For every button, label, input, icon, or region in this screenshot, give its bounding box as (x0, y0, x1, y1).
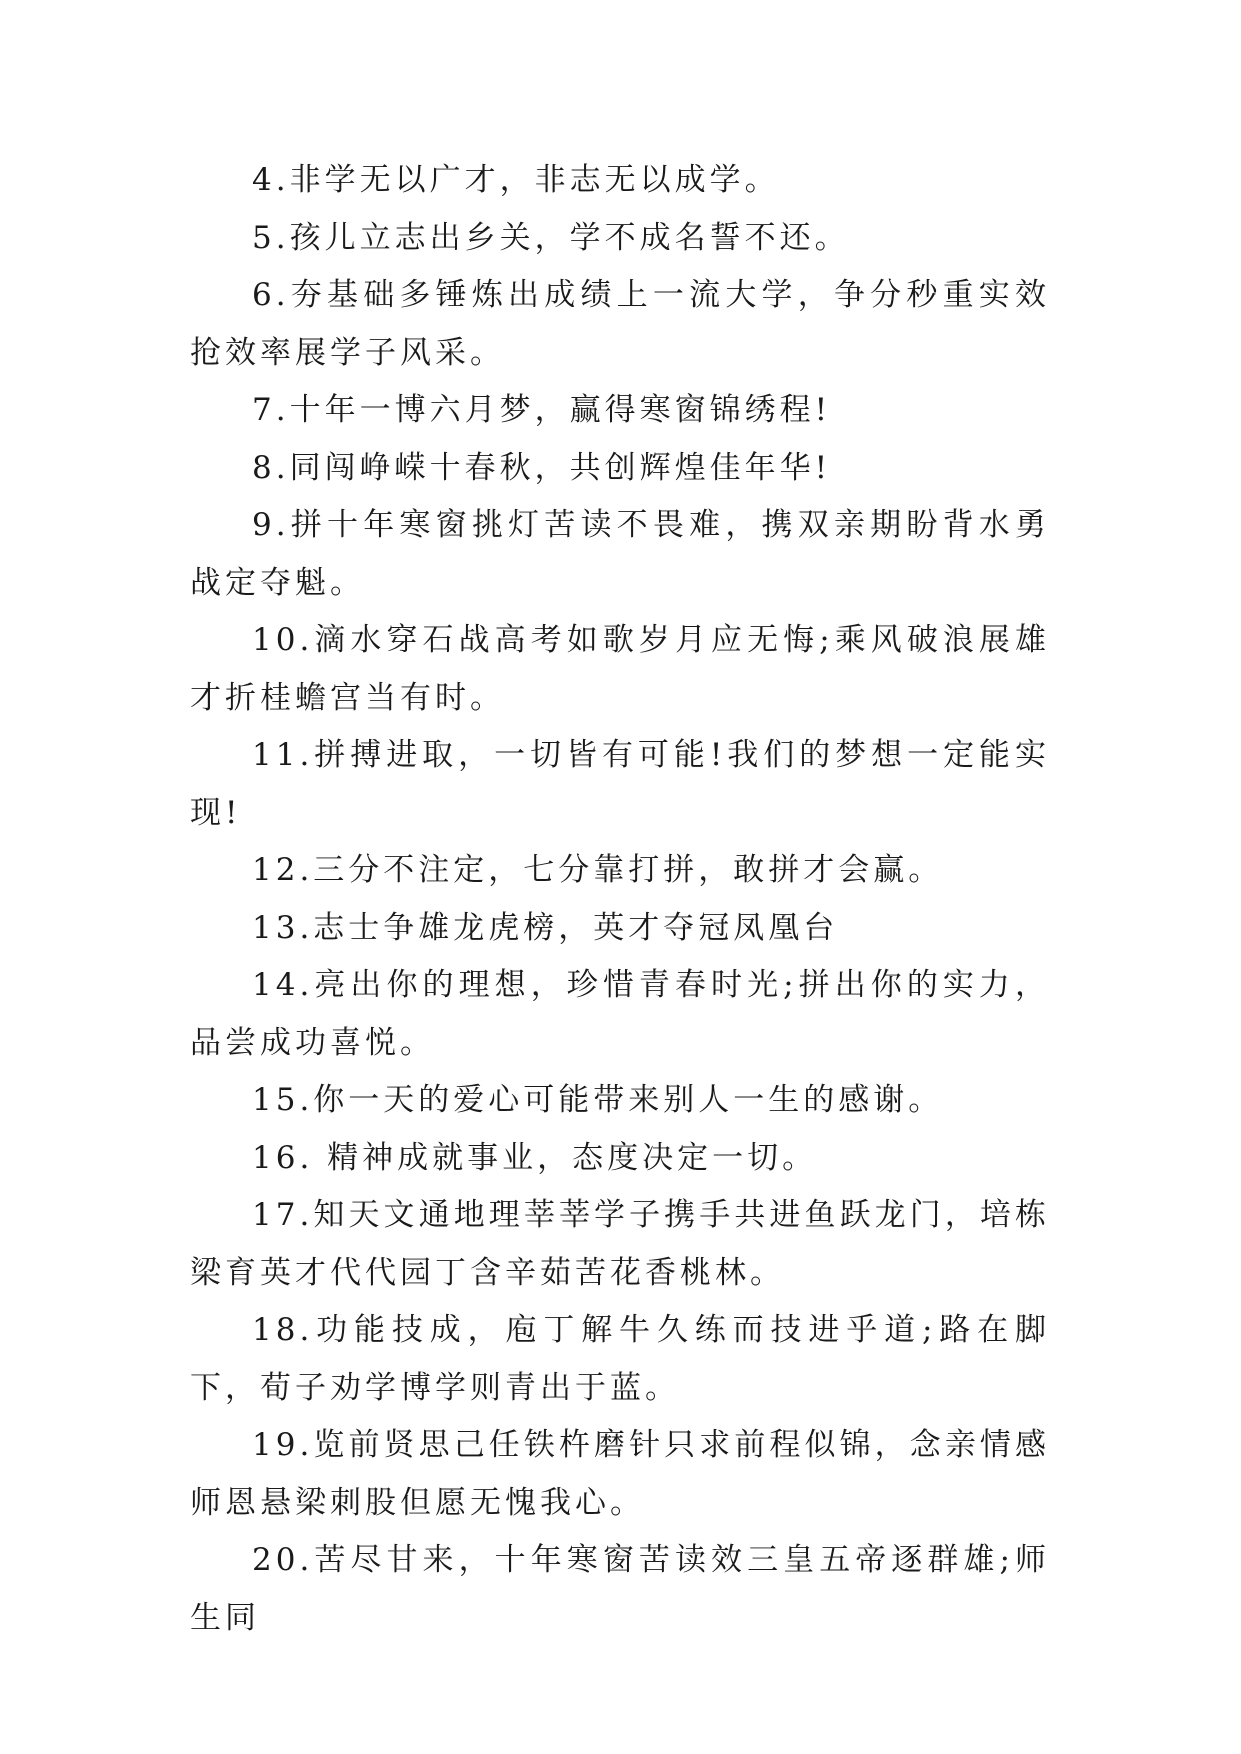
paragraph-item-16: 16. 精神成就事业，态度决定一切。 (252, 1139, 818, 1176)
paragraph-item-19: 19.览前贤思己任铁杵磨针只求前程似锦，念亲情感师恩悬梁刺股但愿无愧我心。 (190, 1427, 1050, 1521)
paragraph-item-14: 14.亮出你的理想，珍惜青春时光;拼出你的实力，品尝成功喜悦。 (190, 967, 1050, 1061)
document-body (190, 152, 1050, 1647)
paragraph-item-12: 12.三分不注定，七分靠打拼，敢拼才会赢。 (252, 852, 944, 888)
paragraph-item-15: 15.你一天的爱心可能带来别人一生的感谢。 (252, 1082, 944, 1118)
paragraph-item-5: 5.孩儿立志出乡关，学不成名誓不还。 (252, 219, 850, 256)
paragraph-item-6: 6.夯基础多锤炼出成绩上一流大学，争分秒重实效抢效率展学子风采。 (190, 277, 1050, 371)
paragraph-item-7: 7.十年一博六月梦，赢得寒窗锦绣程! (252, 392, 832, 428)
paragraph-item-8: 8.同闯峥嵘十春秋，共创辉煌佳年华! (252, 449, 832, 486)
paragraph-item-4: 4.非学无以广才，非志无以成学。 (252, 162, 780, 198)
paragraph-item-9: 9.拼十年寒窗挑灯苦读不畏难，携双亲期盼背水勇战定夺魁。 (190, 507, 1050, 601)
paragraph-item-20: 20.苦尽甘来，十年寒窗苦读效三皇五帝逐群雄;师生同 (190, 1542, 1050, 1636)
paragraph-item-17: 17.知天文通地理莘莘学子携手共进鱼跃龙门，培栋梁育英才代代园丁含辛茹苦花香桃林。 (190, 1197, 1050, 1291)
paragraph-item-10: 10.滴水穿石战高考如歌岁月应无悔;乘风破浪展雄才折桂蟾宫当有时。 (190, 622, 1050, 716)
paragraph-item-11: 11.拼搏进取，一切皆有可能!我们的梦想一定能实现! (190, 737, 1050, 831)
paragraph-item-13: 13.志士争雄龙虎榜，英才夺冠凤凰台 (252, 909, 839, 946)
paragraph-item-18: 18.功能技成，庖丁解牛久练而技进乎道;路在脚下，荀子劝学博学则青出于蓝。 (190, 1312, 1050, 1406)
